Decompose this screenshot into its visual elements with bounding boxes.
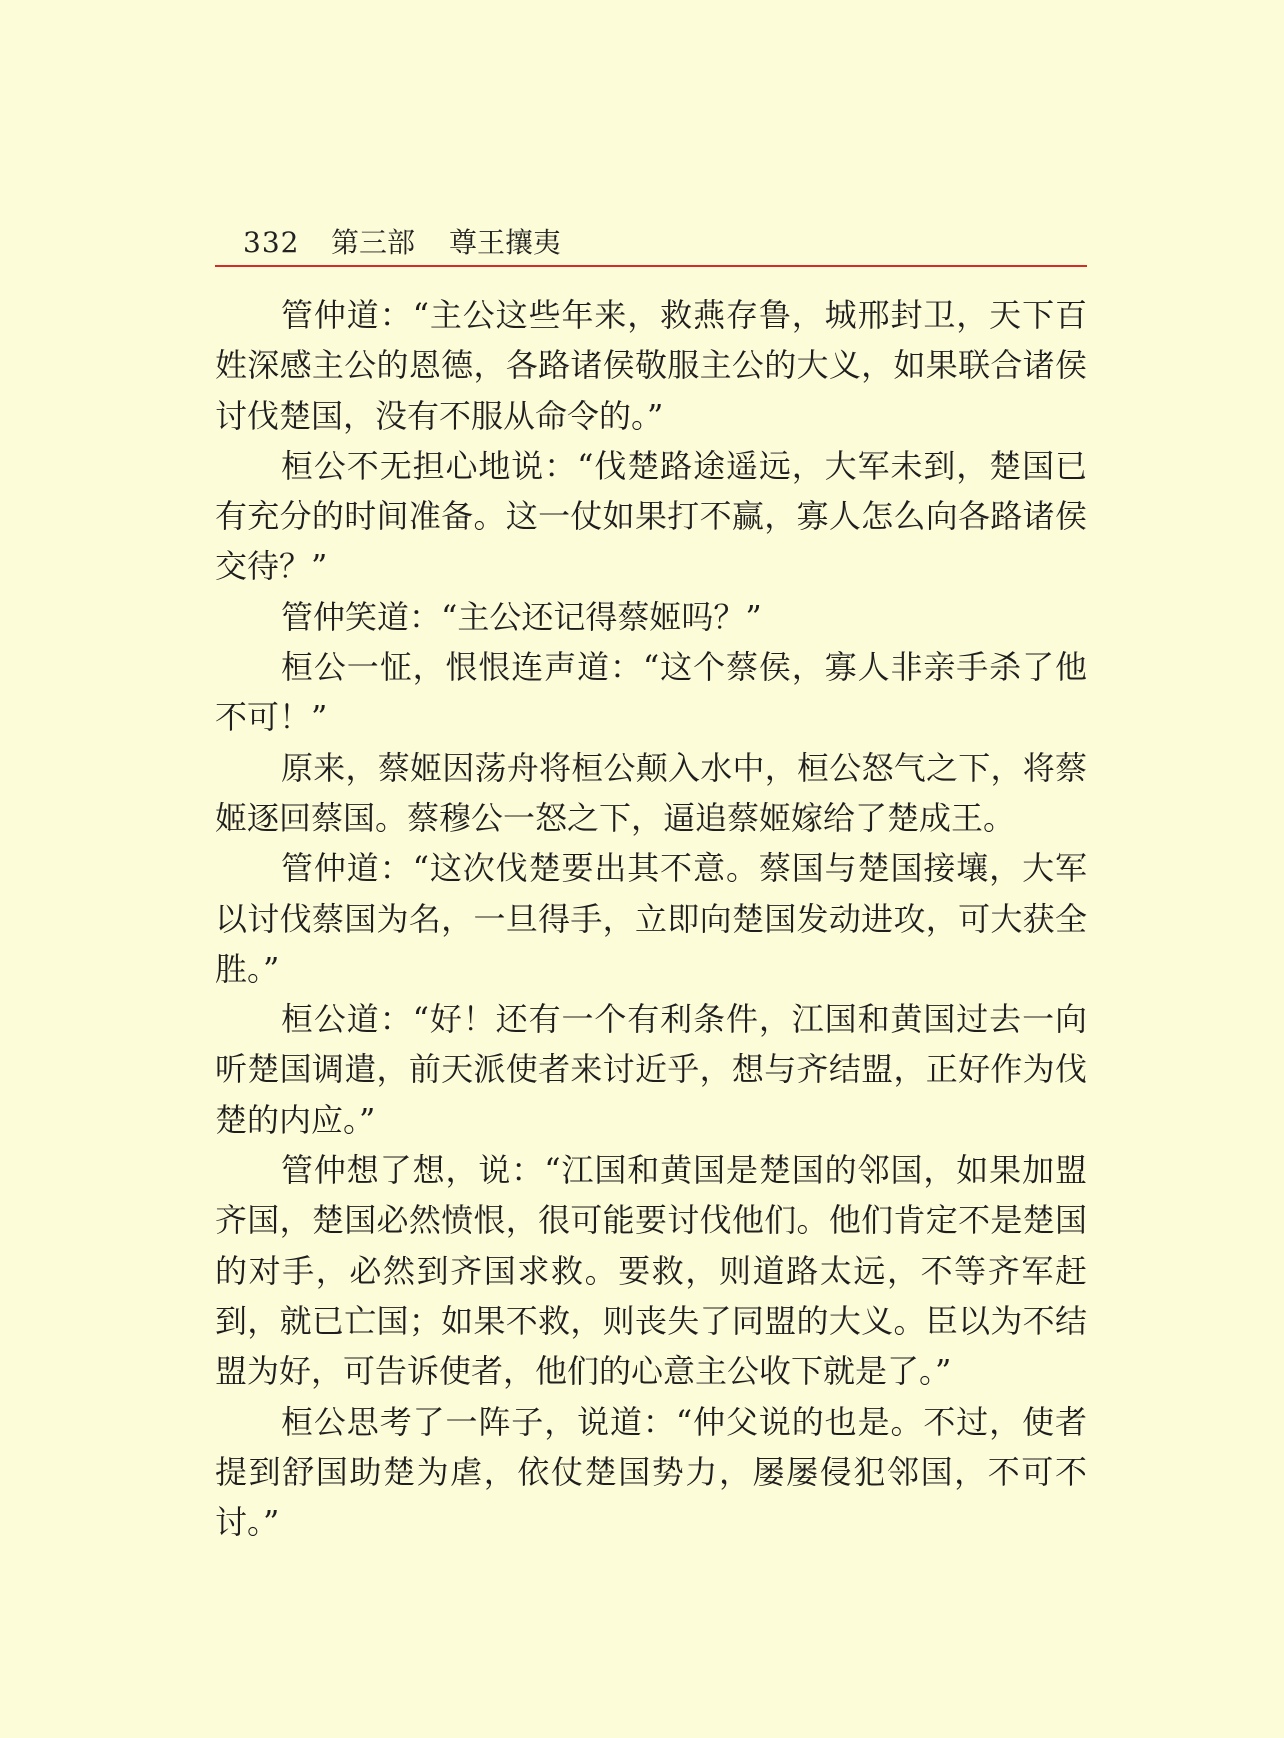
page-number: 332	[243, 226, 300, 259]
header-rule	[215, 265, 1087, 267]
paragraph: 管仲想了想，说：“江国和黄国是楚国的邻国，如果加盟齐国，楚国必然愤恨，很可能要讨伐他们。他们肯定不是楚国的对手，必然到齐国求救。要救，则道路太远，不等齐军赶到，就已亡国；如果不救，则丧失了同盟的大义。臣以为不结盟为好，可告诉使者，他们的心意主公收下就是了。”	[215, 1151, 1087, 1391]
body-text	[215, 290, 1087, 1547]
paragraph: 管仲笑道：“主公还记得蔡姬吗？”	[281, 597, 762, 636]
paragraph: 管仲道：“这次伐楚要出其不意。蔡国与楚国接壤，大军以讨伐蔡国为名，一旦得手，立即向楚国发动进攻，可大获全胜。”	[215, 849, 1087, 988]
part-title: 第三部	[331, 226, 416, 259]
paragraph: 原来，蔡姬因荡舟将桓公颠入水中，桓公怒气之下，将蔡姬逐回蔡国。蔡穆公一怒之下，逼追蔡姬嫁给了楚成王。	[215, 748, 1087, 837]
paragraph: 桓公一怔，恨恨连声道：“这个蔡侯，寡人非亲手杀了他不可！”	[215, 648, 1087, 737]
chapter-title: 尊王攘夷	[449, 226, 562, 259]
paragraph: 桓公思考了一阵子，说道：“仲父说的也是。不过，使者提到舒国助楚为虐，依仗楚国势力，屡屡侵犯邻国，不可不讨。”	[215, 1402, 1087, 1542]
paragraph: 桓公不无担心地说：“伐楚路途遥远，大军未到，楚国已有充分的时间准备。这一仗如果打不赢，寡人怎么向各路诸侯交待？”	[215, 446, 1087, 586]
paragraph: 桓公道：“好！还有一个有利条件，江国和黄国过去一向听楚国调遣，前天派使者来讨近乎，想与齐结盟，正好作为伐楚的内应。”	[215, 1000, 1087, 1139]
paragraph: 管仲道：“主公这些年来，救燕存鲁，城邢封卫，天下百姓深感主公的恩德，各路诸侯敬服主公的大义，如果联合诸侯讨伐楚国，没有不服从命令的。”	[215, 296, 1087, 435]
running-header	[215, 216, 1087, 260]
